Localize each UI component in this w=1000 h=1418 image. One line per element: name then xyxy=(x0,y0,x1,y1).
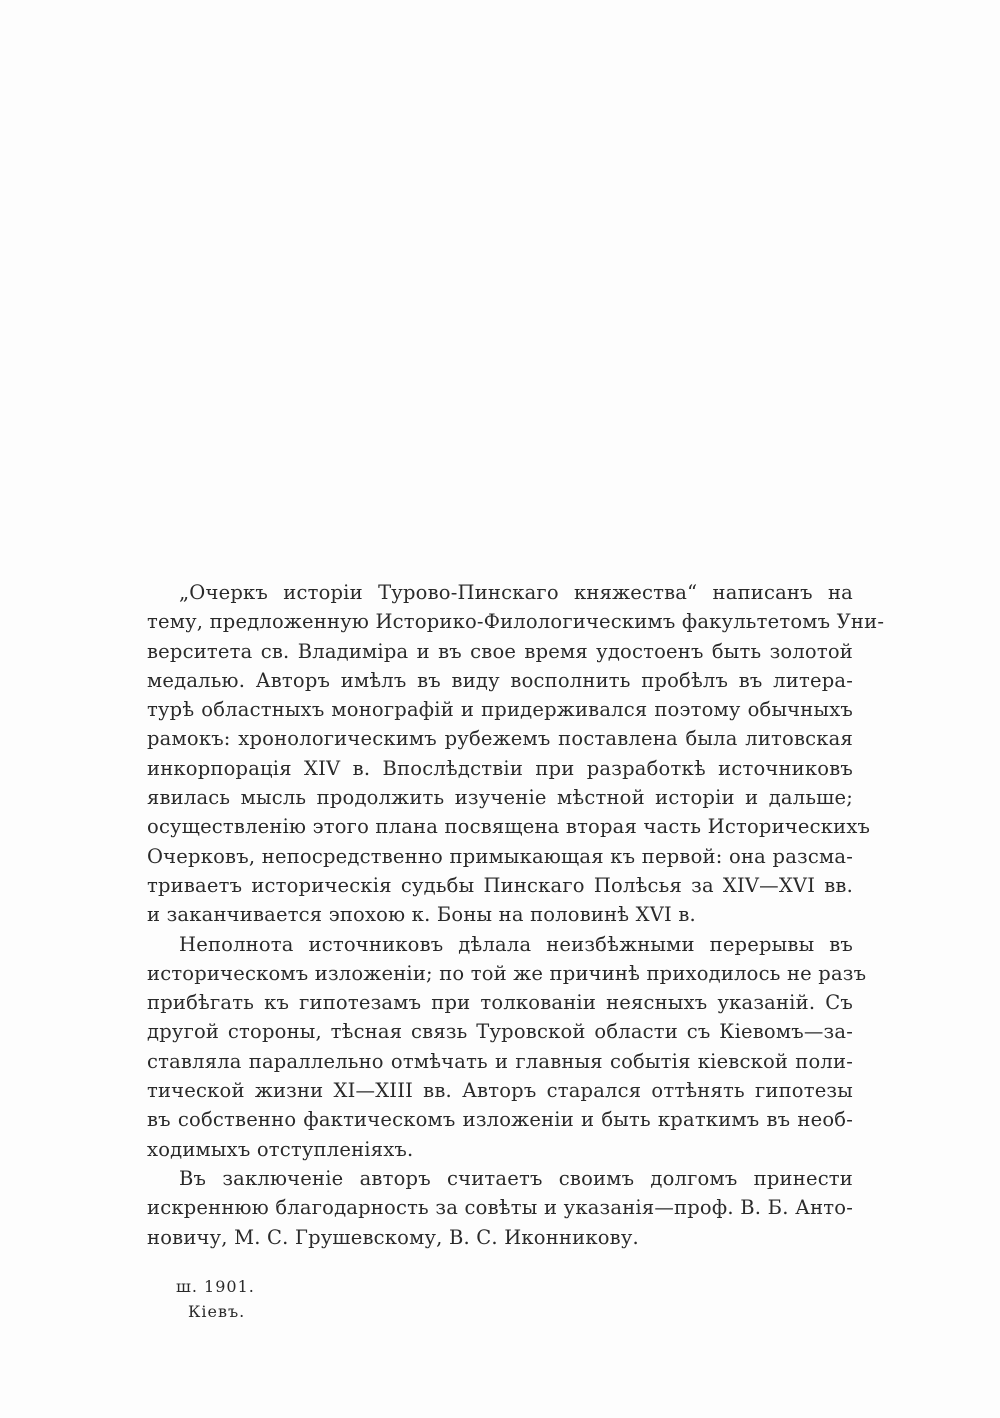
text-line: ходимыхъ отступленіяхъ. xyxy=(147,1137,414,1161)
text-line: историческомъ изложеніи; по той же причинѣ приходилось не разъ xyxy=(147,961,867,985)
text-line: верситета св. Владиміра и въ свое время удостоенъ быть золотой xyxy=(147,639,853,663)
paragraph-3 xyxy=(147,1164,853,1252)
text-line: турѣ областныхъ монографій и придерживался поэтому обычныхъ xyxy=(147,698,853,722)
text-line: Въ заключеніе авторъ считаетъ своимъ долгомъ принести xyxy=(179,1166,853,1190)
text-line: рамокъ: хронологическимъ рубежемъ поставлена была литовская xyxy=(147,727,853,751)
text-line: новичу, М. С. Грушевскому, В. С. Иконникову. xyxy=(147,1225,639,1249)
text-line: и заканчивается эпохою к. Боны на половинѣ XVI в. xyxy=(147,903,696,927)
text-line: тической жизни XI—XIII вв. Авторъ старался оттѣнять гипотезы xyxy=(147,1079,853,1103)
text-line: ставляла параллельно отмѣчать и главныя событія кіевской поли- xyxy=(147,1049,853,1073)
text-line: прибѣгать къ гипотезамъ при толкованіи неясныхъ указаній. Съ xyxy=(147,991,853,1015)
text-line: „Очеркъ исторіи Турово-Пинскаго княжества“ написанъ на xyxy=(179,581,853,604)
text-line: тему, предложенную Историко-Филологическимъ факультетомъ Уни- xyxy=(147,610,885,634)
text-line: Очерковъ, непосредственно примыкающая къ первой: она разсма- xyxy=(147,844,853,868)
preface-text xyxy=(147,578,885,1252)
text-line: осуществленію этого плана посвящена вторая часть Историческихъ xyxy=(147,815,871,839)
text-line: медалью. Авторъ имѣлъ въ виду восполнить пробѣлъ въ литера- xyxy=(147,668,853,692)
text-line: другой стороны, тѣсная связь Туровской области съ Кіевомъ—за- xyxy=(147,1020,853,1044)
text-line: въ собственно фактическомъ изложеніи и быть краткимъ въ необ- xyxy=(147,1108,853,1132)
paragraph-1 xyxy=(147,578,885,930)
text-line: триваетъ историческія судьбы Пинскаго Полѣсья за XIV—XVI вв. xyxy=(147,873,853,897)
signature-date: ш. 1901. xyxy=(176,1277,255,1296)
text-line: явилась мысль продолжить изученіе мѣстной исторіи и дальше; xyxy=(147,786,853,810)
text-line: искреннюю благодарность за совѣты и указанія—проф. В. Б. Анто- xyxy=(147,1196,853,1220)
paragraph-2 xyxy=(147,930,867,1164)
signature-place: Кіевъ. xyxy=(188,1302,246,1321)
signature-block xyxy=(176,1274,255,1324)
text-line: Неполнота источниковъ дѣлала неизбѣжными перерывы въ xyxy=(179,932,853,956)
text-line: инкорпорація XIV в. Впослѣдствіи при разработкѣ источниковъ xyxy=(147,756,853,780)
